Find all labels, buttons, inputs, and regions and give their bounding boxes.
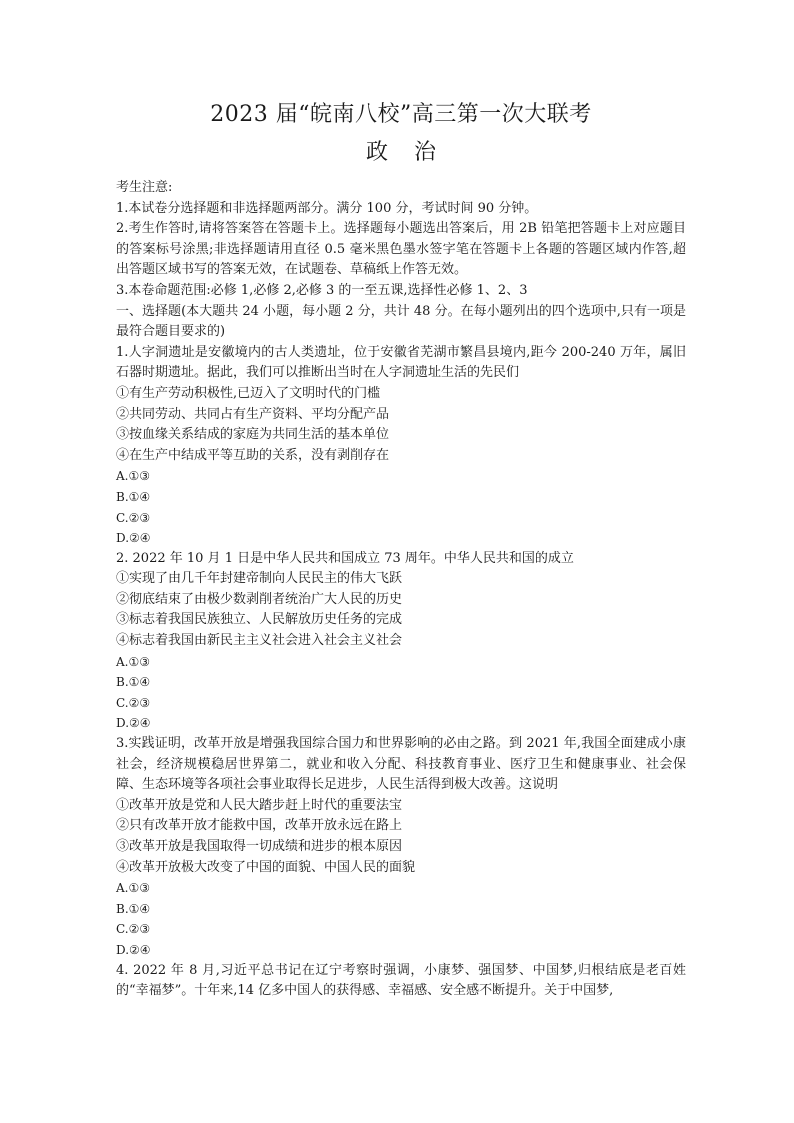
subject-title: [116, 138, 686, 168]
question-3-statement: ③改革开放是我国取得一切成绩和进步的根本原因: [116, 839, 403, 854]
question-1-option-a: A.①③: [116, 469, 150, 484]
question-3-statement: ①改革开放是党和人民大踏步赶上时代的重要法宝: [116, 797, 403, 813]
question-2-statement: ②彻底结束了由极少数剥削者统治广大人民的历史: [116, 591, 403, 607]
question-3-option-d: D.②④: [116, 942, 151, 957]
question-2-statement: ①实现了由几千年封建帝制向人民民主的伟大飞跃: [116, 571, 403, 587]
question-3-option-c: C.②③: [116, 922, 151, 937]
notice-item-1: 1.本试卷分选择题和非选择题两部分。满分 100 分，考试时间 90 分钟。: [116, 200, 538, 216]
question-2-statement: ④标志着我国由新民主主义社会进入社会主义社会: [116, 633, 403, 649]
question-1-statement: ③按血缘关系结成的家庭为共同生活的基本单位: [116, 427, 390, 443]
question-1-statement: ①有生产劳动积极性,已迈入了文明时代的门槛: [116, 385, 381, 401]
question-1-statement: ②共同劳动、共同占有生产资料、平均分配产品: [116, 406, 390, 422]
subject-char-2: 治: [414, 140, 437, 165]
question-3-statement: ④改革开放极大改变了中国的面貌、中国人民的面貌: [116, 859, 416, 875]
question-1-option-d: D.②④: [116, 531, 151, 546]
question-3-statement: ②只有改革开放才能救中国，改革开放永远在路上: [116, 818, 403, 834]
question-3-option-a: A.①③: [116, 881, 150, 896]
question-2-statement: ③标志着我国民族独立、人民解放历史任务的完成: [116, 612, 403, 628]
question-1-option-b: B.①④: [116, 489, 151, 504]
exam-title: 2023 届“皖南八校”高三第一次大联考: [210, 102, 592, 127]
notice-item-3: 3.本卷命题范围:必修 1,必修 2,必修 3 的一至五课,选择性必修 1、2、3: [116, 282, 528, 298]
question-2-stem: 2. 2022 年 10 月 1 日是中华人民共和国成立 73 周年。中华人民共和国的成立: [116, 550, 574, 566]
question-1-option-c: C.②③: [116, 510, 151, 525]
section-heading: 一、选择题(本大题共 24 小题，每小题 2 分，共计 48 分。在每小题列出的四个选项中,只有一项是最符合题目要求的): [116, 303, 686, 340]
question-1-statement: ④在生产中结成平等互助的关系，没有剥削存在: [116, 447, 390, 463]
subject-char-1: 政: [365, 140, 388, 165]
question-2-option-b: B.①④: [116, 675, 151, 690]
question-3-option-b: B.①④: [116, 901, 151, 916]
exam-page: [116, 100, 686, 1002]
question-2-option-c: C.②③: [116, 695, 151, 710]
notice-item-2: 2.考生作答时,请将答案答在答题卡上。选择题每小题选出答案后，用 2B 铅笔把答题卡上对应题目的答案标号涂黑;非选择题请用直径 0.5 毫米黑色墨水签字笔在答题卡上各题的答题区域内作答,超出答题区域书写的答案无效，在试题卷、草稿纸上作答无效。: [116, 221, 686, 278]
question-4-stem: 4. 2022 年 8 月,习近平总书记在辽宁考察时强调，小康梦、强国梦、中国梦,归根结底是老百姓的“幸福梦”。十年来,14 亿多中国人的获得感、幸福感、安全感不断提升。关于中国梦,: [116, 962, 686, 999]
notice-heading: 考生注意:: [116, 180, 173, 195]
question-2-option-d: D.②④: [116, 716, 151, 731]
question-1-stem: 1.人字洞遗址是安徽境内的古人类遗址，位于安徽省芜湖市繁昌县境内,距今 200-240 万年，属旧石器时期遗址。据此，我们可以推断出当时在人字洞遗址生活的先民们: [116, 344, 686, 381]
question-3-stem: 3.实践证明，改革开放是增强我国综合国力和世界影响的必由之路。到 2021 年,我国全面建成小康社会，经济规模稳居世界第二，就业和收入分配、科技教育事业、医疗卫生和健康事业、社会保障、生态环境等各项社会事业取得长足进步，人民生活得到极大改善。这说明: [116, 736, 686, 793]
question-2-option-a: A.①③: [116, 654, 150, 669]
